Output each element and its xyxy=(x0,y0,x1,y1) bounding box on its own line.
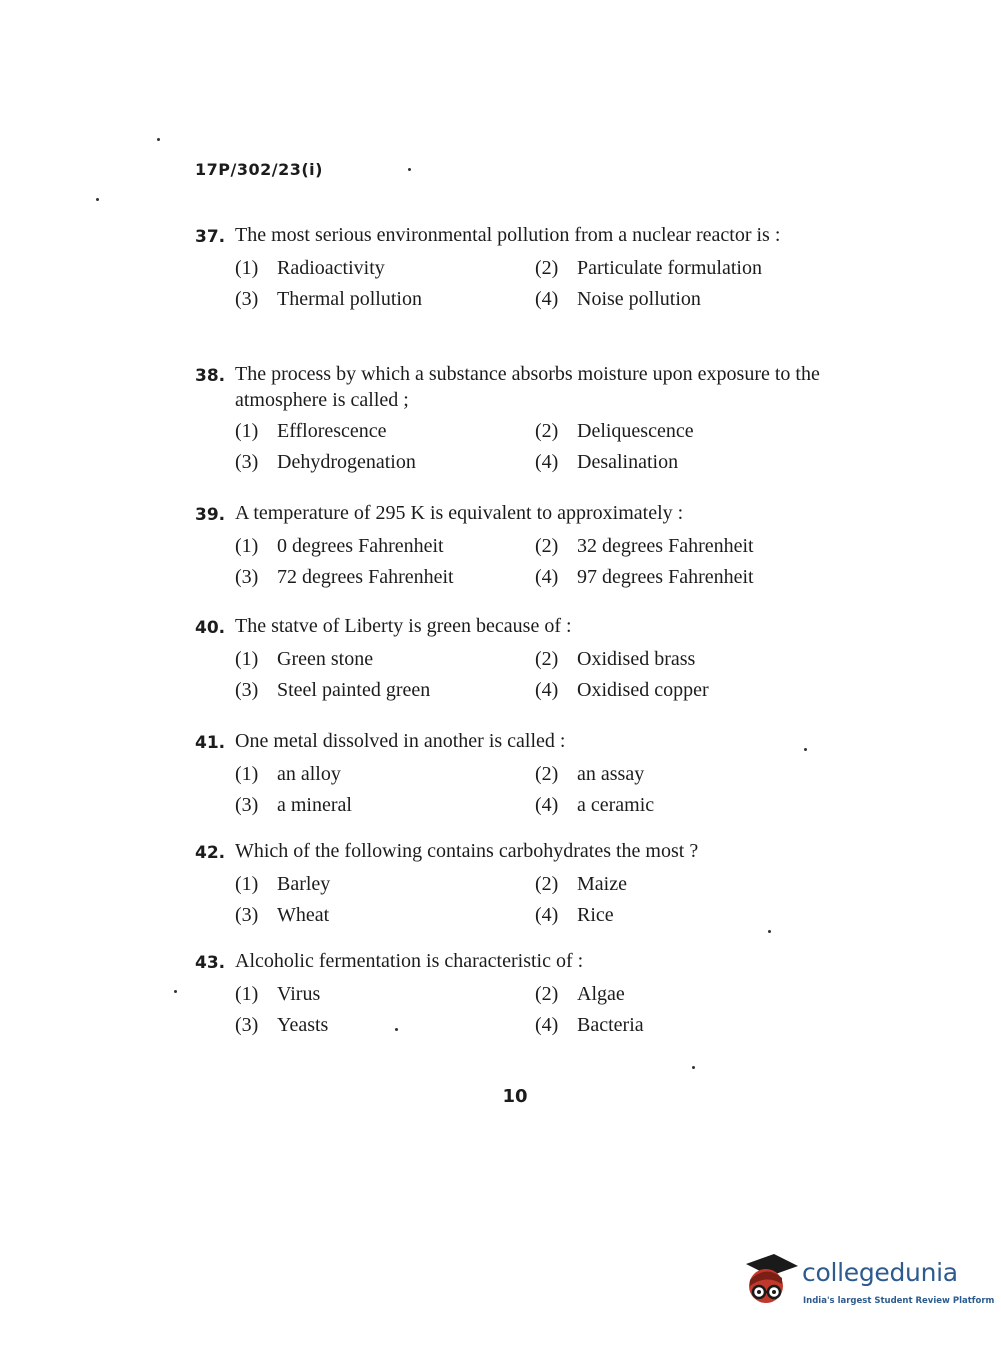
option-4 xyxy=(535,564,835,590)
question-42 xyxy=(195,838,835,928)
question-43 xyxy=(195,948,835,1038)
option-text: Efflorescence xyxy=(277,420,387,442)
option-3 xyxy=(235,449,535,475)
scan-speck xyxy=(174,990,177,993)
question-text: Which of the following contains carbohydrates the most ? xyxy=(235,840,699,862)
option-1 xyxy=(235,533,535,559)
scan-speck xyxy=(157,138,160,141)
option-number: (2) xyxy=(535,873,559,895)
question-number: 41. xyxy=(195,733,226,753)
option-number: (2) xyxy=(535,648,559,670)
option-number: (1) xyxy=(235,873,259,895)
option-number: (2) xyxy=(535,535,559,557)
option-4 xyxy=(535,792,835,818)
option-text: a ceramic xyxy=(577,794,655,816)
option-text: Thermal pollution xyxy=(277,288,422,310)
option-text: Maize xyxy=(577,873,627,895)
option-2 xyxy=(535,533,835,559)
option-text: 97 degrees Fahrenheit xyxy=(577,566,754,588)
question-37 xyxy=(195,222,835,312)
option-text: Noise pollution xyxy=(577,288,701,310)
option-3 xyxy=(235,677,535,703)
option-number: (3) xyxy=(235,288,259,310)
options-list xyxy=(235,646,835,703)
option-number: (1) xyxy=(235,983,259,1005)
page-number: 10 xyxy=(502,1086,528,1107)
options-list xyxy=(235,871,835,928)
option-text: 32 degrees Fahrenheit xyxy=(577,535,754,557)
option-number: (2) xyxy=(535,257,559,279)
option-text: Algae xyxy=(577,983,625,1005)
option-3 xyxy=(235,1012,535,1038)
question-number: 39. xyxy=(195,505,226,525)
option-number: (2) xyxy=(535,983,559,1005)
option-2 xyxy=(535,871,835,897)
option-number: (3) xyxy=(235,794,259,816)
option-1 xyxy=(235,418,535,444)
options-list xyxy=(235,533,835,590)
option-number: (1) xyxy=(235,648,259,670)
question-text: A temperature of 295 K is equivalent to approximately : xyxy=(235,502,684,524)
option-number: (1) xyxy=(235,763,259,785)
option-text: a mineral xyxy=(277,794,352,816)
options-list xyxy=(235,418,835,475)
option-2 xyxy=(535,646,835,672)
option-number: (1) xyxy=(235,420,259,442)
question-number: 43. xyxy=(195,953,226,973)
option-1 xyxy=(235,255,535,281)
question-number: 40. xyxy=(195,618,226,638)
options-list xyxy=(235,761,835,818)
option-text: Bacteria xyxy=(577,1014,644,1036)
option-number: (2) xyxy=(535,420,559,442)
question-number: 38. xyxy=(195,366,226,386)
option-text: Steel painted green xyxy=(277,679,431,701)
option-text: Desalination xyxy=(577,451,679,473)
option-text: 72 degrees Fahrenheit xyxy=(277,566,454,588)
scan-speck xyxy=(96,198,99,201)
option-text: Wheat xyxy=(277,904,330,926)
option-3 xyxy=(235,286,535,312)
option-text: Oxidised brass xyxy=(577,648,696,670)
option-text: Yeasts xyxy=(277,1014,329,1036)
option-number: (3) xyxy=(235,451,259,473)
collegedunia-watermark xyxy=(740,1248,995,1320)
question-text: Alcoholic fermentation is characteristic of : xyxy=(235,950,584,972)
options-list xyxy=(235,255,835,312)
question-41 xyxy=(195,728,835,818)
option-number: (3) xyxy=(235,1014,259,1036)
option-3 xyxy=(235,902,535,928)
scan-speck xyxy=(408,168,411,171)
question-text: The statve of Liberty is green because of : xyxy=(235,615,572,637)
option-4 xyxy=(535,449,835,475)
option-2 xyxy=(535,255,835,281)
option-4 xyxy=(535,677,835,703)
option-number: (3) xyxy=(235,679,259,701)
option-2 xyxy=(535,981,835,1007)
option-number: (4) xyxy=(535,679,559,701)
option-number: (4) xyxy=(535,794,559,816)
option-text: an alloy xyxy=(277,763,341,785)
question-text: The most serious environmental pollution from a nuclear reactor is : xyxy=(235,224,781,246)
scan-speck xyxy=(768,930,771,933)
question-text: The process by which a substance absorbs moisture upon exposure to the atmosphere is called ; xyxy=(235,363,820,411)
mascot-icon xyxy=(740,1250,800,1310)
option-text: Rice xyxy=(577,904,614,926)
brand-tagline: India's largest Student Review Platform xyxy=(803,1296,995,1306)
option-4 xyxy=(535,286,835,312)
option-text: Barley xyxy=(277,873,331,895)
option-2 xyxy=(535,761,835,787)
option-4 xyxy=(535,902,835,928)
scan-speck xyxy=(804,748,807,751)
option-1 xyxy=(235,761,535,787)
option-1 xyxy=(235,981,535,1007)
option-number: (4) xyxy=(535,288,559,310)
option-text: Radioactivity xyxy=(277,257,385,279)
question-text: One metal dissolved in another is called : xyxy=(235,730,566,752)
option-number: (4) xyxy=(535,904,559,926)
scan-speck xyxy=(692,1066,695,1069)
option-text: Virus xyxy=(277,983,321,1005)
question-38 xyxy=(195,361,835,475)
option-3 xyxy=(235,792,535,818)
option-text: Dehydrogenation xyxy=(277,451,416,473)
question-number: 42. xyxy=(195,843,226,863)
option-text: Deliquescence xyxy=(577,420,694,442)
paper-code: 17P/302/23(i) xyxy=(195,160,323,179)
option-3 xyxy=(235,564,535,590)
option-text: 0 degrees Fahrenheit xyxy=(277,535,444,557)
option-text: Green stone xyxy=(277,648,374,670)
question-39 xyxy=(195,500,835,590)
option-text: Particulate formulation xyxy=(577,257,762,279)
options-list xyxy=(235,981,835,1038)
option-number: (3) xyxy=(235,904,259,926)
option-2 xyxy=(535,418,835,444)
option-number: (3) xyxy=(235,566,259,588)
option-number: (4) xyxy=(535,566,559,588)
option-number: (1) xyxy=(235,257,259,279)
option-number: (4) xyxy=(535,1014,559,1036)
option-number: (2) xyxy=(535,763,559,785)
brand-name: collegedunia xyxy=(802,1258,958,1287)
option-number: (4) xyxy=(535,451,559,473)
option-4 xyxy=(535,1012,835,1038)
option-1 xyxy=(235,646,535,672)
option-number: (1) xyxy=(235,535,259,557)
question-number: 37. xyxy=(195,227,226,247)
scan-speck xyxy=(395,1028,398,1031)
option-text: Oxidised copper xyxy=(577,679,709,701)
option-text: an assay xyxy=(577,763,645,785)
question-40 xyxy=(195,613,835,703)
option-1 xyxy=(235,871,535,897)
